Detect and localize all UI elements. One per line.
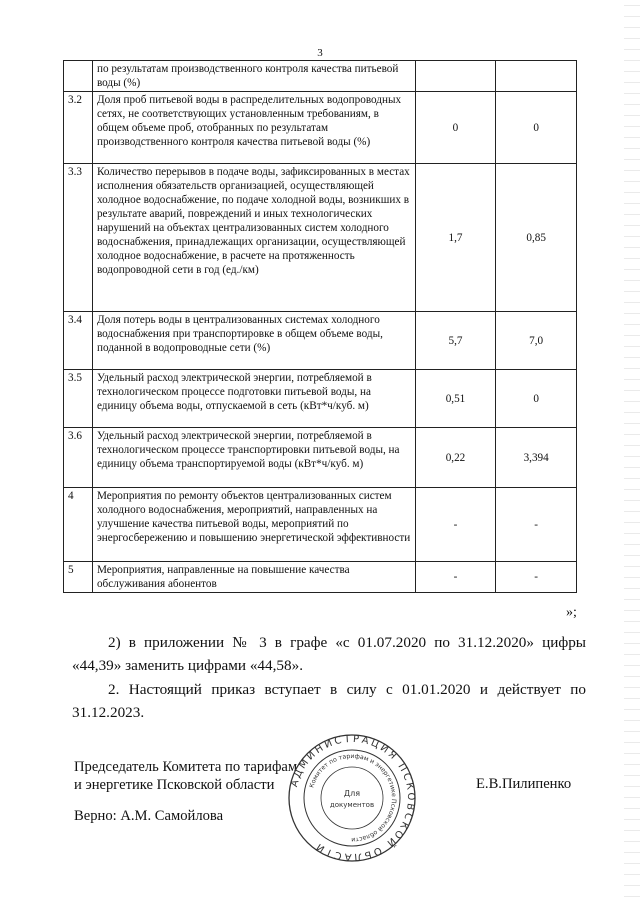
table-row [64, 312, 577, 370]
page-number: 3 [317, 47, 323, 59]
row-number: 3.5 [64, 370, 93, 428]
row-number: 3.6 [64, 428, 93, 488]
row-value-2: 3,394 [496, 428, 577, 488]
row-number: 4 [64, 488, 93, 562]
scan-edge-shadow [624, 0, 640, 905]
closing-quote: »; [566, 605, 577, 620]
row-value-2: 0,85 [496, 164, 577, 312]
row-description: Удельный расход электрической энергии, потребляемой в технологическом процессе подготовки питьевой воды, на единицу объема воды, отпускаемой в сеть (кВт*ч/куб. м) [92, 370, 415, 428]
table-row [64, 92, 577, 164]
row-value-1: - [415, 562, 496, 593]
row-number: 3.2 [64, 92, 93, 164]
stamp-inner-text: Комитет по тарифам и энергетике Псковской области [308, 752, 398, 844]
verified-by: Верно: А.М. Самойлова [74, 808, 224, 824]
table-row [64, 428, 577, 488]
official-stamp [287, 728, 417, 868]
row-value-1: 5,7 [415, 312, 496, 370]
stamp-center-line1: Для [343, 789, 361, 798]
row-number: 5 [64, 562, 93, 593]
row-value-2: - [496, 562, 577, 593]
table-row [64, 562, 577, 593]
row-value-1: 0 [415, 92, 496, 164]
row-number: 3.4 [64, 312, 93, 370]
table-row [64, 61, 577, 92]
signatory-name: Е.В.Пилипенко [476, 776, 572, 792]
row-number: 3.3 [64, 164, 93, 312]
indicators-table [63, 60, 577, 593]
table-row [64, 370, 577, 428]
row-description: Количество перерывов в подаче воды, зафиксированных в местах исполнения обязательств организацией, осуществляющей холодное водоснабжение, по подаче холодной воды, возникших в результате аварий, повреждений и иных технологических нарушений на объектах централизованных систем холодного водоснабжения, принадлежащих организации, осуществляющей холодное водоснабжение, в расчете на протяженность водопроводной сети в год (ед./км) [92, 164, 415, 312]
signatory-position [74, 758, 297, 794]
stamp-outer-text: АДМИНИСТРАЦИЯ ПСКОВСКОЙ ОБЛАСТИ [289, 733, 417, 863]
row-description: Удельный расход электрической энергии, потребляемой в технологическом процессе транспортировки питьевой воды, на единицу объема транспортируемой воды (кВт*ч/куб. м) [92, 428, 415, 488]
row-value-2 [496, 61, 577, 92]
row-number [64, 61, 93, 92]
row-value-1: - [415, 488, 496, 562]
stamp-center-line2: документов [329, 801, 375, 809]
row-value-2: 0 [496, 370, 577, 428]
row-value-1 [415, 61, 496, 92]
paragraph-amendment [72, 631, 586, 677]
table-row [64, 164, 577, 312]
row-value-2: 7,0 [496, 312, 577, 370]
row-value-1: 1,7 [415, 164, 496, 312]
signatory-position-line2: и энергетике Псковской области [74, 777, 275, 793]
row-description: Доля потерь воды в централизованных системах холодного водоснабжения при транспортировке в общем объеме воды, поданной в водопроводные сети (%) [92, 312, 415, 370]
row-description: Доля проб питьевой воды в распределительных водопроводных сетях, не соответствующих установленным требованиям, в общем объеме проб, отобранных по результатам производственного контроля качества питьевой воды (%) [92, 92, 415, 164]
signatory-position-line1: Председатель Комитета по тарифам [74, 759, 298, 775]
table-row [64, 488, 577, 562]
row-value-1: 0,51 [415, 370, 496, 428]
paragraph-effective-text: 2. Настоящий приказ вступает в силу с 01.01.2020 и действует по 31.12.2023. [72, 681, 586, 721]
row-value-2: - [496, 488, 577, 562]
row-value-2: 0 [496, 92, 577, 164]
row-description: по результатам производственного контроля качества питьевой воды (%) [92, 61, 415, 92]
paragraph-amendment-text: 2) в приложении № 3 в графе «с 01.07.2020 по 31.12.2020» цифры «44,39» заменить цифрами «44,58». [72, 634, 586, 674]
row-description: Мероприятия по ремонту объектов централизованных систем холодного водоснабжения, мероприятий, направленных на улучшение качества питьевой воды, мероприятий по энергосбережению и повышению энергетической эффективности [92, 488, 415, 562]
row-description: Мероприятия, направленные на повышение качества обслуживания абонентов [92, 562, 415, 593]
row-value-1: 0,22 [415, 428, 496, 488]
paragraph-effective [72, 678, 586, 724]
